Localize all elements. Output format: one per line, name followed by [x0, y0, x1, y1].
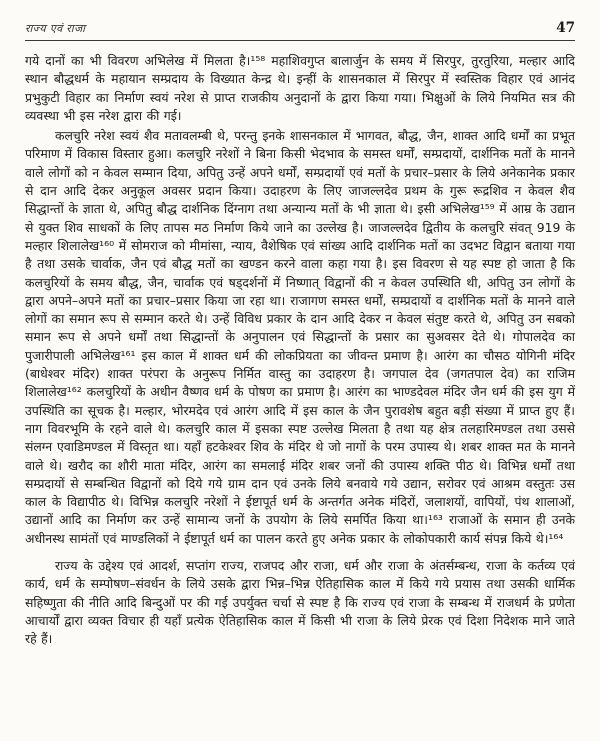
paragraph: कलचुरि नरेश स्वयं शैव मतावलम्बी थे, परन्तु इनके शासनकाल में भागवत, बौद्ध, जैन, शाक्त आदि धर्मों का प्रभूत परिमाण में विकास विस्तार हुआ। कलचुरि नरेशों ने बिना किसी भेदभाव के समस्त धर्मों, सम्प्रदायों, दार्शनिक मतों के मानने वाले लोगों को न केवल सम्मान दिया, अपितु उन्हें अपने धर्मों, सम्प्रदायों एवं मतों के प्रचार–प्रसार के लिये अनेकानेक प्रकार से दान आदि देकर अनुकूल अवसर प्रदान किया। उदाहरण के लिए जाजल्लदेव प्रथम के गुरू रूद्रशिव न केवल शैव सिद्धान्तों के ज्ञाता थे, अपितु बौद्ध दार्शनिक दिंग्नाग तथा अन्यान्य मतों के भी ज्ञाता थे। इसी अभिलेख¹⁵⁹ में आम्र के उद्यान से युक्त शिव साधकों के लिए तापस मठ निर्माण किये जाने का उल्लेख है। जाजल्लदेव द्वितीय के कलचुरि संवत् 919 के मल्हार शिलालेख¹⁶⁰ में सोमराज को मीमांसा, न्याय, वैशेषिक एवं सांख्य आदि दार्शनिक मतों का उदभट विद्वान बताया गया है तथा उसके चार्वाक, जैन एवं बौद्ध मतों का खण्डन करने वाला कहा गया है। इस विवरण से यह स्पष्ट हो जाता है कि कलचुरियों के समय बौद्ध, जैन, चार्वाक एवं षड्दर्शनों में निष्णात् विद्वानों की न केवल उपस्थिति थी, अपितु उन लोगों के द्वारा अपने–अपने मतों का प्रचार–प्रसार किया जा रहा था। राजागण समस्त धर्मों, सम्प्रदायों व दार्शनिक मतों के मानने वाले लोगों का समान रूप से सम्मान करते थे। उन्हें विविध प्रकार के दान आदि देकर न केवल संतुष्ट करते थे, अपितु उन सबको समान रूप से अपने धर्मों तथा सिद्धान्तों के अनुपालन एवं सिद्धान्तों के प्रसार का सुअवसर देते थे। गोपालदेव का पुजारीपाली अभिलेख¹⁶¹ इस काल में शाक्त धर्म की लोकप्रियता का जीवन्त प्रमाण है। आरंग का चौसठ योगिनी मंदिर (बाधेश्वर मंदिर) शाक्त परंपरा के अनुरूप निर्मित वास्तु का उदाहरण है। जगपाल देव (जगतपाल देव) का राजिम शिलालेख¹⁶² कलचुरियों के अधीन वैष्णव धर्म के पोषण का प्रमाण है। आरंग का भाण्डदेवल मंदिर जैन धर्म की इस युग में उपस्थिति का सूचक है। मल्हार, भोरमदेव एवं आरंग आदि में इस काल के जैन पुरावशेष बहुत बड़ी संख्या में प्राप्त हुए हैं। नाग विवरभूमि के रहने वाले थे। कलचुरि काल में इसका स्पष्ट उल्लेख मिलता है तथा यह क्षेत्र तलहारिमण्डल तथा उससे संलग्न एवाडिमण्डल में विस्तृत था। यहाँ हटकेश्वर शिव के मंदिर थे जो नागों के परम उपास्य थे। शबर शाक्त मत के मानने वाले थे। खरौद का शौरी माता मंदिर, आरंग का समलाई मंदिर शबर जनों की उपास्य शक्ति पीठ थे। विभिन्न धर्मों तथा सम्प्रदायों से सम्बन्धित विद्वानों को दिये गये ग्राम दान एवं उनके लिये बनवाये गये उद्यान, सरोवर एवं आश्रम वस्तुतः उस काल के विद्यापीठ थे। विभिन्न कलचुरि नरेशों ने ईष्टापूर्त धर्म के अन्तर्गत अनेक मंदिरों, जलाशयों, वापियों, पंथ शालाओं, उद्यानों आदि का निर्माण कर उन्हें सामान्य जनों के उपयोग के लिये समर्पित किया था।¹⁶³ राजाओं के समान ही उनके अधीनस्थ सामंतों एवं माण्डलिकों ने ईष्टापूर्त धर्म का पालन करते हुए अनेक प्रकार के लोकोपकारी कार्य संपन्न किये थे।¹⁶⁴: [25, 128, 575, 546]
paragraph: गये दानों का भी विवरण अभिलेख में मिलता है।¹⁵⁸ महाशिवगुप्त बालार्जुन के समय में सिरपुर, तुरतुरिया, मल्हार आदि स्थान बौद्धधर्म के महायान सम्प्रदाय के विख्यात केन्द्र थे। इन्हीं के शासनकाल में सिरपुर में स्वस्तिक विहार एवं आनंद प्रभुकुटी विहार का निर्माण स्वयं नरेश से प्राप्त राजकीय अनुदानों के द्वारा किया गया। भिक्षुओं के लिये नियमित सत्र की व्यवस्था भी इस नरेश द्वारा की गई।: [25, 53, 575, 123]
page-number: 47: [556, 20, 575, 36]
body-text: [25, 52, 575, 649]
running-title: राज्य एवं राजा: [25, 22, 86, 35]
page-header: [25, 20, 575, 41]
paragraph: राज्य के उद्देश्य एवं आदर्श, सप्तांग राज्य, राजपद और राजा, धर्म और राजा के अंतर्सम्बन्ध, राजा के कर्तव्य एवं कार्य, धर्म के सम्पोषण–संवर्धन के लिये उसके द्वारा भिन्न–भिन्न ऐतिहासिक काल में किये गये प्रयास तथा उसकी धार्मिक सहिष्णुता की नीति आदि बिन्दुओं पर की गई उपर्युक्त चर्चा से स्पष्ट है कि राज्य एवं राजा के सम्बन्ध में राजधर्म के प्रणेता आचार्यों द्वारा व्यक्त विचार ही यहाँ प्रत्येक ऐतिहासिक काल में किसी भी राजा के लिये प्रेरक एवं दिशा निदेशक माने जाते रहे हैं।: [25, 558, 575, 647]
